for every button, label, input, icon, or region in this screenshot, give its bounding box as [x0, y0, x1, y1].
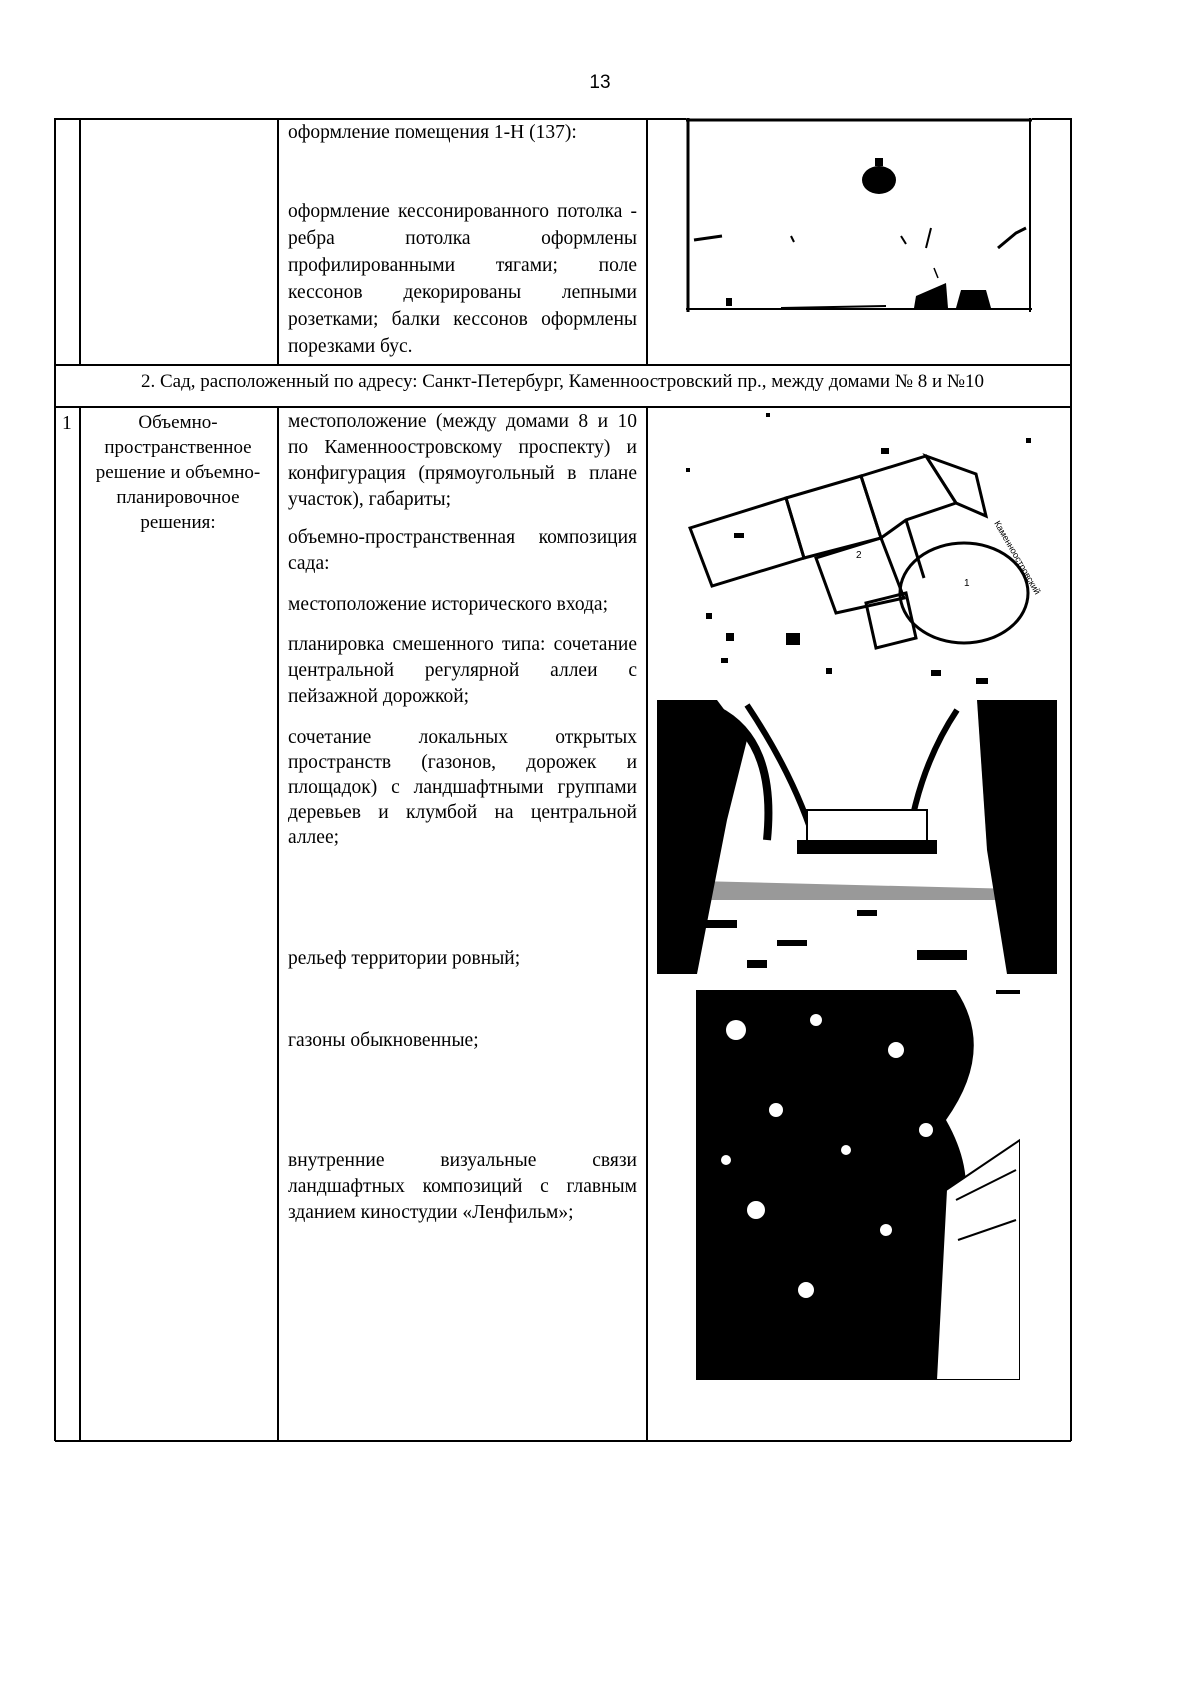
item-composition: объемно-пространственная композиция сада: — [288, 527, 637, 574]
table-left-border — [54, 118, 56, 1441]
item-entrance: местоположение исторического входа; — [288, 594, 609, 615]
item-relief: рельеф территории ровный; — [288, 948, 521, 969]
col-divider-2 — [277, 118, 279, 365]
col-divider-2b — [277, 406, 279, 1441]
table-right-border — [1070, 118, 1072, 1441]
map-street-label: Каменноостровский — [992, 519, 1043, 597]
page-number: 13 — [589, 72, 611, 93]
col-divider-3b — [646, 406, 648, 1441]
tree-photo — [696, 990, 1020, 1380]
map-label-2: 2 — [856, 550, 862, 561]
item-location: местоположение (между домами 8 и 10 по Каменноостровскому проспекту) и конфигурация (прямоугольный в плане участок), габариты; — [288, 411, 637, 510]
ceiling-photo — [686, 118, 1032, 312]
map-label-1: 1 — [964, 578, 970, 589]
item-layout: планировка смешенного типа: сочетание центральной регулярной аллеи с пейзажной дорожкой; — [288, 634, 637, 707]
room-title: оформление помещения 1-Н (137): — [288, 122, 577, 143]
col-divider-1b — [79, 406, 81, 1441]
category-cell: Объемно-пространственное решение и объемно-планировочное решения: — [95, 412, 261, 533]
section-heading: 2. Сад, расположенный по адресу: Санкт-Петербург, Каменноостровский пр., между домами № 8 и №10 — [140, 371, 984, 392]
item-open-spaces: сочетание локальных открытых пространств (газонов, дорожек и площадок) с ландшафтными группами деревьев и клумбой на центральной аллее; — [288, 727, 637, 848]
col-divider-3 — [646, 118, 648, 365]
site-plan-image — [676, 408, 1051, 700]
col-divider-1 — [79, 118, 81, 365]
table-bottom-border — [55, 1440, 1071, 1442]
alley-photo — [657, 700, 1057, 974]
ceiling-description: оформление кессонированного потолка - ребра потолка оформлены профилированными тягами; поле кессонов декорированы лепными розетками; балки кессонов оформлены порезками бус. — [288, 201, 637, 357]
item-visual-links: внутренние визуальные связи ландшафтных композиций с главным зданием киностудии «Ленфильм»; — [288, 1150, 637, 1223]
item-lawns: газоны обыкновенные; — [288, 1030, 479, 1051]
row-number: 1 — [62, 413, 72, 434]
row-separator — [55, 364, 1071, 366]
